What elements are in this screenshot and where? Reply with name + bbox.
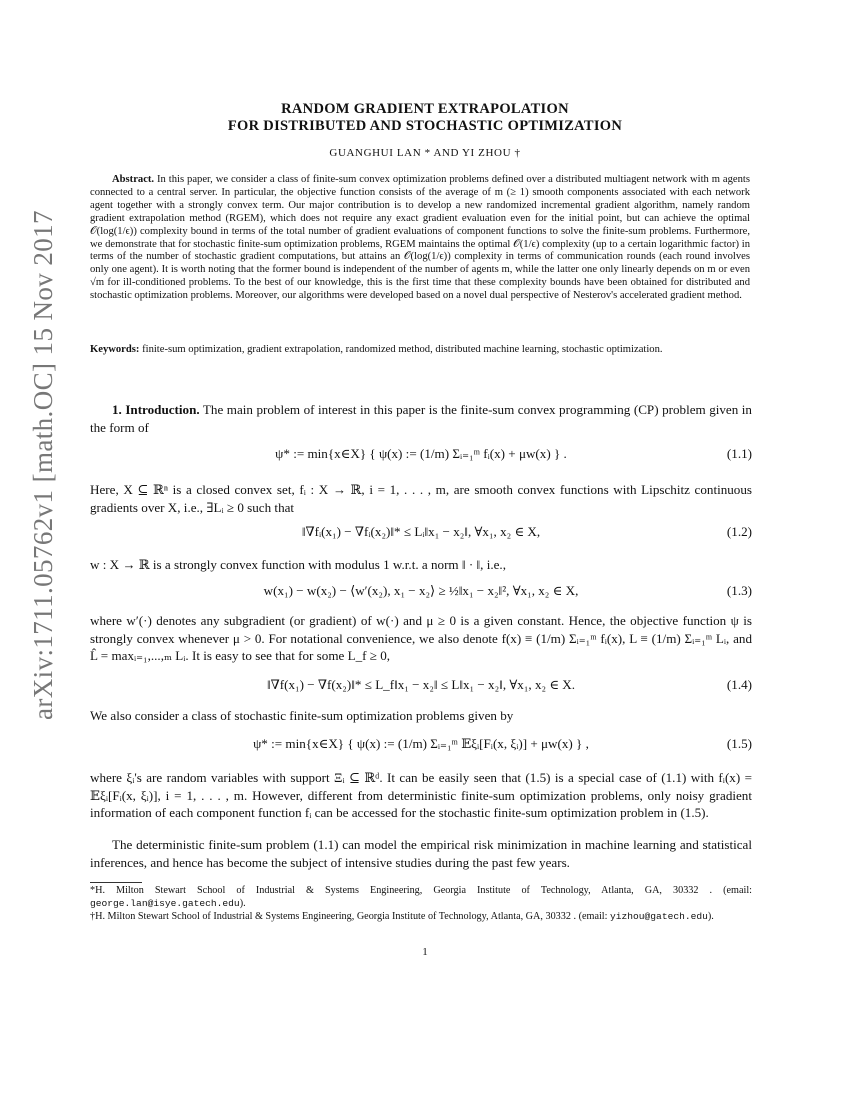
page-number: 1 [422,946,428,958]
equation-number: (1.3) [726,583,752,598]
keywords [90,344,750,357]
abstract-text: In this paper, we consider a class of finite-sum convex optimization problems defined over a distributed multiagent network with m agents connected to a central server. In particular, the objective function consists of the average of m (≥ 1) smooth components associated with each network agent together with a strongly convex term. Our major contribution is to develop a new randomized incremental gradient algorithm, namely random gradient extrapolation method (RGEM), which does not require any exact gradient evaluation even for the initial point, but can achieve the optimal 𝒪(log(1/ϵ)) complexity bound in terms of the total number of gradient evaluations of component functions to solve the finite-sum problems. Furthermore, we demonstrate that for stochastic finite-sum optimization problems, RGEM maintains the optimal 𝒪(1/ϵ) complexity (up to a certain logarithmic factor) in terms of the number of stochastic gradient computations, but attains an 𝒪(log(1/ϵ)) complexity in terms of communication rounds (each round involves only one agent). It is worth noting that the former bound is independent of the number of agents m, while the latter one only linearly depends on m or even √m for ill-conditioned problems. To the best of our knowledge, this is the first time that these complexity bounds have been obtained for distributed and stochastic optimization problems. Moreover, our algorithms were developed based on a novel dual perspective of Nesterov's accelerated gradient method. [90,174,750,302]
keywords-text: finite-sum optimization, gradient extrapolation, randomized method, distributed machine learning, stochastic optimization. [142,344,663,355]
arxiv-id: arXiv:1711.05762v1 [math.OC] 15 Nov 2017 [28,210,58,720]
abstract [90,174,750,303]
footnote-1-close: ). [239,897,246,909]
footnote-2-close: ). [707,911,714,922]
equation-formula: ψ* := min{x∈X} { ψ(x) := (1/m) Σᵢ₌₁ᵐ 𝔼ξᵢ[Fᵢ(x, ξᵢ)] + μw(x) } , [253,736,589,751]
footnote-2-email[interactable]: yizhou@gatech.edu [610,911,708,922]
footnote-rule [90,882,142,883]
paper-title [90,101,760,135]
equation-number: (1.4) [726,677,752,692]
equation-formula: w(x₁) − w(x₂) − ⟨w′(x₂), x₁ − x₂⟩ ≥ ½‖x₁ − x₂‖², ∀x₁, x₂ ∈ X, [263,583,579,598]
footnote-2 [90,911,752,924]
paragraph-5: We also consider a class of stochastic finite-sum optimization problems given by [90,708,514,723]
keywords-label: Keywords: [90,344,140,355]
arxiv-stamp [0,210,58,720]
footnote-1-email[interactable]: george.lan@isye.gatech.edu [90,897,240,909]
footnote-1-text: *H. Milton Stewart School of Industrial & Systems Engineering, Georgia Institute of Technology, Atlanta, GA, 30332 . (email: [90,885,752,896]
equation-number: (1.2) [726,524,752,539]
paragraph-6: where ξᵢ's are random variables with support Ξᵢ ⊆ ℝᵈ. It can be easily seen that (1.5) is a special case of (1.1) with fᵢ(x) = 𝔼ξᵢ[Fᵢ(x, ξᵢ)], i = 1, . . . , m. However, different from deterministic finite-sum optimization problems, only noisy gradient information of each component function fᵢ can be accessed for the stochastic finite-sum optimization problem in (1.5). [90,770,752,820]
equation-number: (1.1) [726,446,752,461]
paragraph-2: Here, X ⊆ ℝⁿ is a closed convex set, fᵢ : X → ℝ, i = 1, . . . , m, are smooth convex functions with Lipschitz continuous gradients over X, i.e., ∃Lᵢ ≥ 0 such that [90,482,752,515]
title-line-2: FOR DISTRIBUTED AND STOCHASTIC OPTIMIZATION [227,118,623,134]
footnote-2-text: †H. Milton Stewart School of Industrial & Systems Engineering, Georgia Institute of Technology, Atlanta, GA, 30332 . (email: [90,911,608,922]
abstract-label: Abstract. [112,174,155,185]
paragraph-7: The deterministic finite-sum problem (1.1) can model the empirical risk minimization in machine learning and statistical inferences, and hence has become the subject of intensive studies during the past few years. [90,837,752,870]
title-line-1: RANDOM GRADIENT EXTRAPOLATION [281,101,569,117]
section-title: 1. Introduction. [112,402,200,417]
equation-formula: ψ* := min{x∈X} { ψ(x) := (1/m) Σᵢ₌₁ᵐ fᵢ(x) + μw(x) } . [275,446,567,461]
equation-formula: ‖∇fᵢ(x₁) − ∇fᵢ(x₂)‖* ≤ Lᵢ‖x₁ − x₂‖, ∀x₁, x₂ ∈ X, [301,524,541,539]
equation-formula: ‖∇f(x₁) − ∇f(x₂)‖* ≤ L_f‖x₁ − x₂‖ ≤ L‖x₁ − x₂‖, ∀x₁, x₂ ∈ X. [266,677,576,692]
paragraph-3: w : X → ℝ is a strongly convex function with modulus 1 w.r.t. a norm ‖ · ‖, i.e., [90,557,506,572]
intro-text: The main problem of interest in this paper is the finite-sum convex programming (CP) problem given in the form of [90,402,752,435]
equation-number: (1.5) [726,736,752,751]
paragraph-4: where w′(·) denotes any subgradient (or gradient) of w(·) and μ ≥ 0 is a given constant. Hence, the objective function ψ is strongly convex whenever μ > 0. For notational convenience, we also denote f(x) ≡ (1/m) Σᵢ₌₁ᵐ fᵢ(x), L ≡ (1/m) Σᵢ₌₁ᵐ Lᵢ, and L̂ = maxᵢ₌₁,...,ₘ Lᵢ. It is easy to see that for some L_f ≥ 0, [90,613,752,663]
authors: GUANGHUI LAN * AND YI ZHOU † [329,147,521,159]
footnote-1 [90,885,752,910]
intro-paragraph [90,401,752,436]
